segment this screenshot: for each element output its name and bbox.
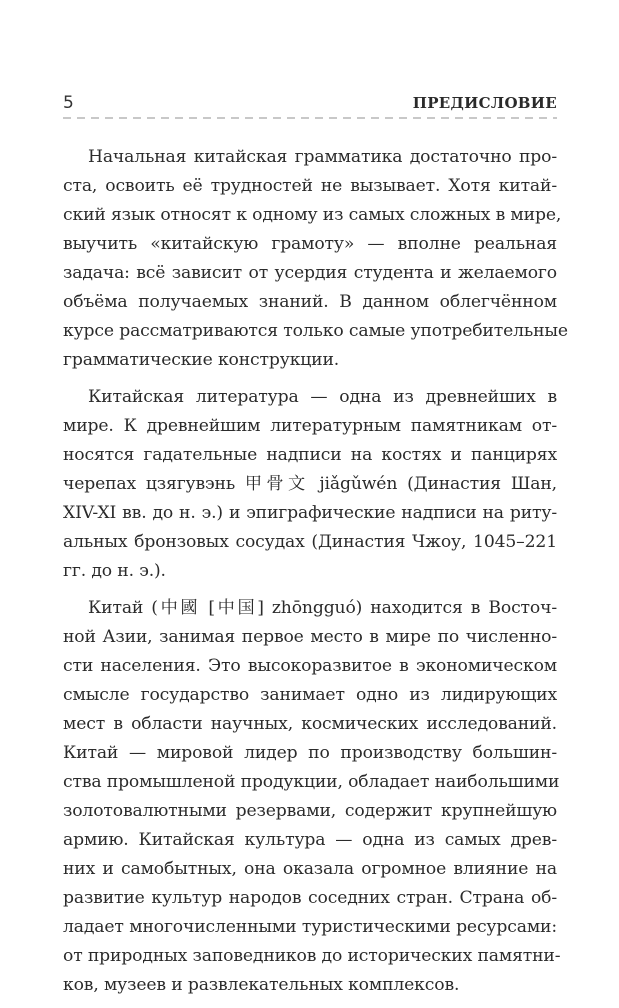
text-line: мест в области научных, космических исследований.	[63, 714, 557, 734]
text-line: альных бронзовых сосудах (Династия Чжоу, 1045–221	[63, 532, 557, 552]
running-title: ПРЕДИСЛОВИЕ	[412, 94, 557, 112]
paragraph-grammar	[63, 143, 568, 375]
text-line: грамматические конструкции.	[63, 350, 340, 370]
body-text	[63, 143, 568, 1008]
text-line: гг. до н. э.).	[63, 561, 166, 581]
text-line: ной Азии, занимая первое место в мире по численно-	[63, 627, 557, 647]
text-line: от природных заповедников до исторических памятни-	[63, 946, 561, 966]
text-line: армию. Китайская культура — одна из самых древ-	[63, 830, 557, 850]
text-line: носятся гадательные надписи на костях и панцирях	[63, 445, 557, 465]
paragraph-literature	[63, 383, 557, 586]
text-line: Начальная китайская грамматика достаточно про-	[88, 147, 557, 167]
dashed-divider	[63, 117, 557, 119]
text-line: задача: всё зависит от усердия студента и желаемого	[63, 263, 557, 283]
text-line: ский язык относят к одному из самых сложных в мире,	[63, 205, 562, 225]
text-line: объёма получаемых знаний. В данном облегчённом	[63, 292, 557, 312]
text-line: них и самобытных, она оказала огромное влияние на	[63, 859, 557, 879]
text-line: черепах цзягувэнь 甲骨文 jiǎgǔwén (Династия Шан,	[63, 474, 557, 494]
text-line: Китайская литература — одна из древнейших в	[88, 387, 557, 407]
text-line: развитие культур народов соседних стран. Страна об-	[63, 888, 557, 908]
paragraph-china	[63, 594, 561, 1000]
text-line: ста, освоить её трудностей не вызывает. Хотя китай-	[63, 176, 557, 196]
text-line: ков, музеев и развлекательных комплексов.	[63, 975, 460, 995]
text-line: мире. К древнейшим литературным памятникам от-	[63, 416, 557, 436]
text-line: сти населения. Это высокоразвитое в экономическом	[63, 656, 557, 676]
text-line: ладает многочисленными туристическими ресурсами:	[63, 917, 557, 937]
page-number: 5	[63, 93, 74, 113]
page-header	[63, 93, 557, 115]
text-line: Китай (中國 [中国] zhōngguó) находится в Восточ-	[88, 598, 557, 618]
text-line: золотовалютными резервами, содержит крупнейшую	[63, 801, 557, 821]
text-line: курсе рассматриваются только самые употребительные	[63, 321, 568, 341]
text-line: XIV-XI вв. до н. э.) и эпиграфические надписи на риту-	[63, 503, 557, 523]
text-line: ства промышленой продукции, обладает наибольшими	[63, 772, 560, 792]
text-line: Китай — мировой лидер по производству большин-	[63, 743, 557, 763]
text-line: смысле государство занимает одно из лидирующих	[63, 685, 557, 705]
text-line: выучить «китайскую грамоту» — вполне реальная	[63, 234, 557, 254]
